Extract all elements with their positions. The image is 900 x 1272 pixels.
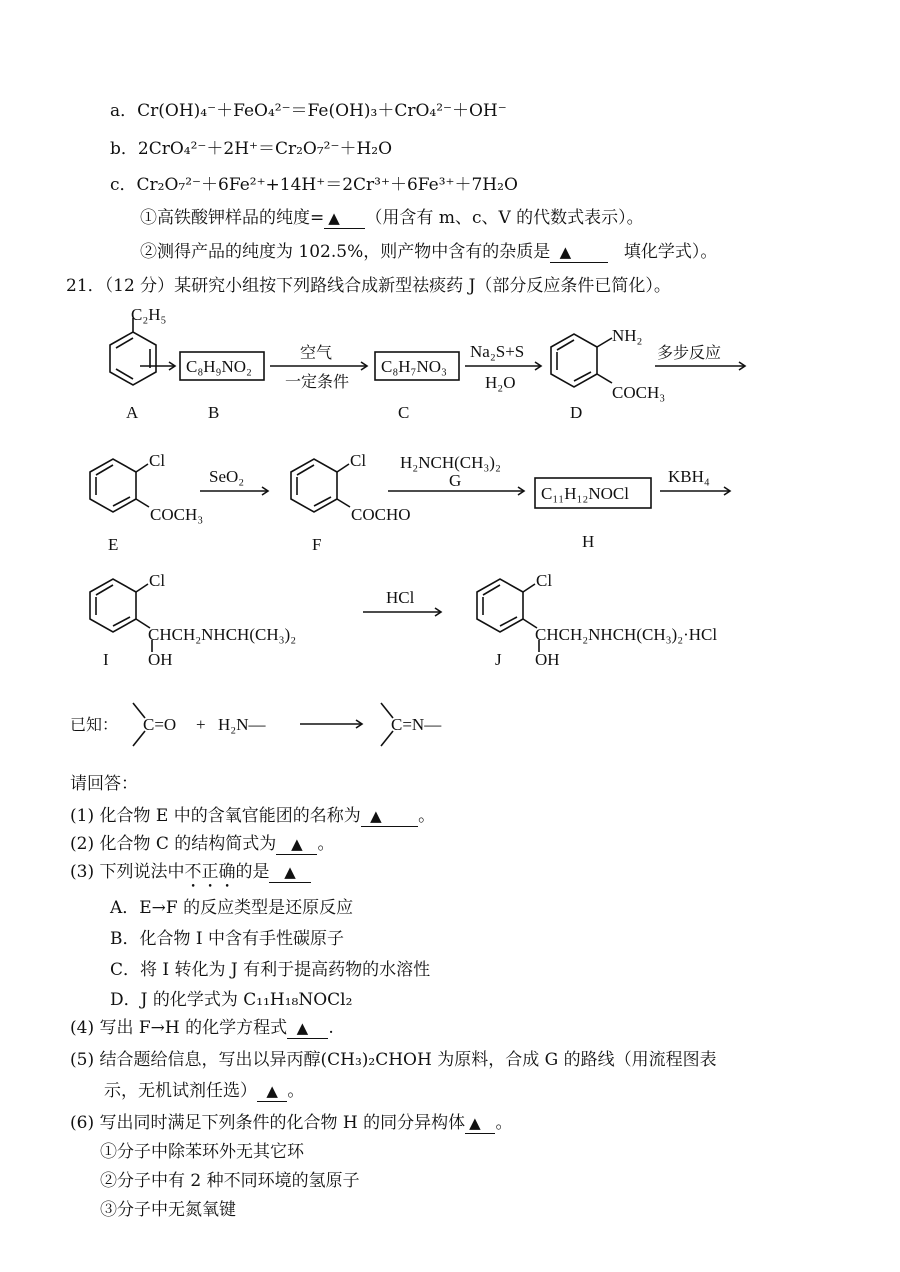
answer-blank-triangle-icon: ▲: [328, 209, 340, 227]
benzene-ring-F: [291, 459, 350, 512]
question-4-text: (4) 写出 F→H 的化学方程式: [70, 1018, 288, 1038]
condition-1: ①分子中除苯环外无其它环: [100, 1142, 304, 1162]
purity-prompt: ①高铁酸钾样品的纯度=: [140, 208, 325, 228]
known-carbonyl: C=O: [143, 715, 177, 734]
label-B: B: [208, 403, 220, 422]
condition-2: ②分子中有 2 种不同环境的氢原子: [100, 1171, 360, 1191]
question-1: [70, 806, 435, 827]
B-formula: C₈H₉NO₂: [186, 357, 252, 376]
question-5: [70, 1050, 717, 1070]
F-cl: Cl: [350, 451, 367, 470]
benzene-ring-J: [477, 579, 539, 652]
option-A: A．E→F 的反应类型是还原反应: [110, 898, 354, 918]
label-J: J: [495, 650, 502, 669]
known-amine: H₂N—: [218, 715, 266, 734]
purity-note: （用含有 m、c、V 的代数式表示）。: [365, 208, 644, 228]
answer-prompt: 请回答：: [70, 774, 138, 794]
reagent-air: 空气: [300, 343, 333, 362]
question-1-end: 。: [418, 806, 436, 826]
reagent-multistep: 多步反应: [657, 343, 722, 362]
label-H: H: [582, 532, 595, 551]
reagent-seo2: SeO₂: [209, 467, 245, 486]
equation-a: a．Cr(OH)₄⁻＋FeO₄²⁻＝Fe(OH)₃＋CrO₄²⁻＋OH⁻: [110, 101, 507, 121]
benzene-ring-A: [110, 318, 156, 385]
question-5-line2: [104, 1081, 304, 1102]
answer-blank-triangle-icon: ▲: [291, 835, 303, 853]
J-cl: Cl: [536, 571, 553, 590]
label-C: C: [398, 403, 410, 422]
F-cocho: COCHO: [351, 505, 411, 524]
reagent-condition: 一定条件: [285, 372, 350, 391]
label-F: F: [312, 535, 322, 554]
question-3: [70, 862, 311, 892]
E-coch3: COCH₃: [150, 505, 204, 524]
answer-blank-triangle-icon: ▲: [266, 1082, 278, 1100]
question-2: [70, 834, 334, 855]
impurity-note: 填化学式）。: [623, 242, 718, 262]
I-side-chain: CHCH₂NHCH(CH₃)₂: [148, 625, 297, 644]
question-5-end: 。: [287, 1081, 305, 1101]
question-5-text: (5) 结合题给信息，写出以异丙醇(CH₃)₂CHOH 为原料，合成 G 的路线（用流程图表: [70, 1050, 717, 1070]
option-D: D．J 的化学式为 C₁₁H₁₈NOCl₂: [110, 990, 353, 1010]
J-side-chain: CHCH₂NHCH(CH₃)₂·HCl: [535, 625, 718, 644]
equation-c: c．Cr₂O₇²⁻＋6Fe²⁺+14H⁺＝2Cr³⁺＋6Fe³⁺＋7H₂O: [110, 175, 518, 195]
question-6-text: (6) 写出同时满足下列条件的化合物 H 的同分异构体: [70, 1113, 466, 1133]
benzene-ring-D: [551, 334, 612, 387]
label-A: A: [126, 403, 139, 422]
I-oh: OH: [148, 650, 173, 669]
known-label: 已知：: [70, 715, 119, 734]
option-B: B．化合物 I 中含有手性碳原子: [110, 929, 345, 949]
equation-b: b．2CrO₄²⁻＋2H⁺＝Cr₂O₇²⁻＋H₂O: [110, 139, 393, 159]
question-6-end: 。: [495, 1113, 513, 1133]
question-4-end: .: [328, 1018, 334, 1038]
answer-blank-triangle-icon: ▲: [469, 1114, 481, 1132]
question-2-end: 。: [317, 834, 335, 854]
reagent-na2s: Na₂S+S: [470, 342, 525, 361]
reagent-h2o: H₂O: [485, 373, 516, 392]
question-5-continuation: 示，无机试剂任选）: [104, 1081, 257, 1101]
answer-blank-triangle-icon: ▲: [370, 807, 382, 825]
known-plus: +: [196, 715, 206, 734]
D-nh2: NH₂: [612, 326, 643, 345]
answer-blank-triangle-icon: ▲: [559, 243, 572, 261]
reagent-G: G: [449, 471, 462, 490]
D-coch3: COCH₃: [612, 383, 666, 402]
E-cl: Cl: [149, 451, 166, 470]
option-C: C．将 I 转化为 J 有利于提高药物的水溶性: [110, 960, 431, 980]
question-1-text: (1) 化合物 E 中的含氧官能团的名称为: [70, 806, 361, 826]
label-I: I: [103, 650, 109, 669]
question-2-text: (2) 化合物 C 的结构简式为: [70, 834, 277, 854]
question-3-text: (3) 下列说法中: [70, 862, 185, 882]
J-oh: OH: [535, 650, 560, 669]
question-21-title: 21．（12 分）某研究小组按下列路线合成新型祛痰药 J（部分反应条件已简化）。: [66, 276, 671, 296]
A-substituent: C₂H₅: [131, 305, 167, 324]
label-E: E: [108, 535, 119, 554]
reagent-kbh4: KBH₄: [668, 467, 710, 486]
C-formula: C₈H₇NO₃: [381, 357, 447, 376]
benzene-ring-E: [90, 459, 149, 512]
reagent-hcl: HCl: [386, 588, 415, 607]
I-cl: Cl: [149, 571, 166, 590]
reagent-amine: H₂NCH(CH₃)₂: [400, 453, 501, 472]
emphasis-not-correct: 不正确: [184, 862, 236, 882]
condition-3: ③分子中无氮氧键: [100, 1200, 236, 1220]
answer-blank-triangle-icon: ▲: [284, 863, 296, 881]
known-imine: C=N—: [391, 715, 442, 734]
question-6: [70, 1113, 512, 1134]
question-3-mid: 的是: [235, 862, 270, 882]
answer-blank-triangle-icon: ▲: [296, 1019, 309, 1037]
impurity-prompt: ②测得产品的纯度为 102.5%，则产物中含有的杂质是: [140, 242, 551, 262]
H-formula: C₁₁H₁₂NOCl: [541, 484, 629, 503]
benzene-ring-I: [90, 579, 152, 652]
question-4: [70, 1018, 334, 1039]
label-D: D: [570, 403, 583, 422]
